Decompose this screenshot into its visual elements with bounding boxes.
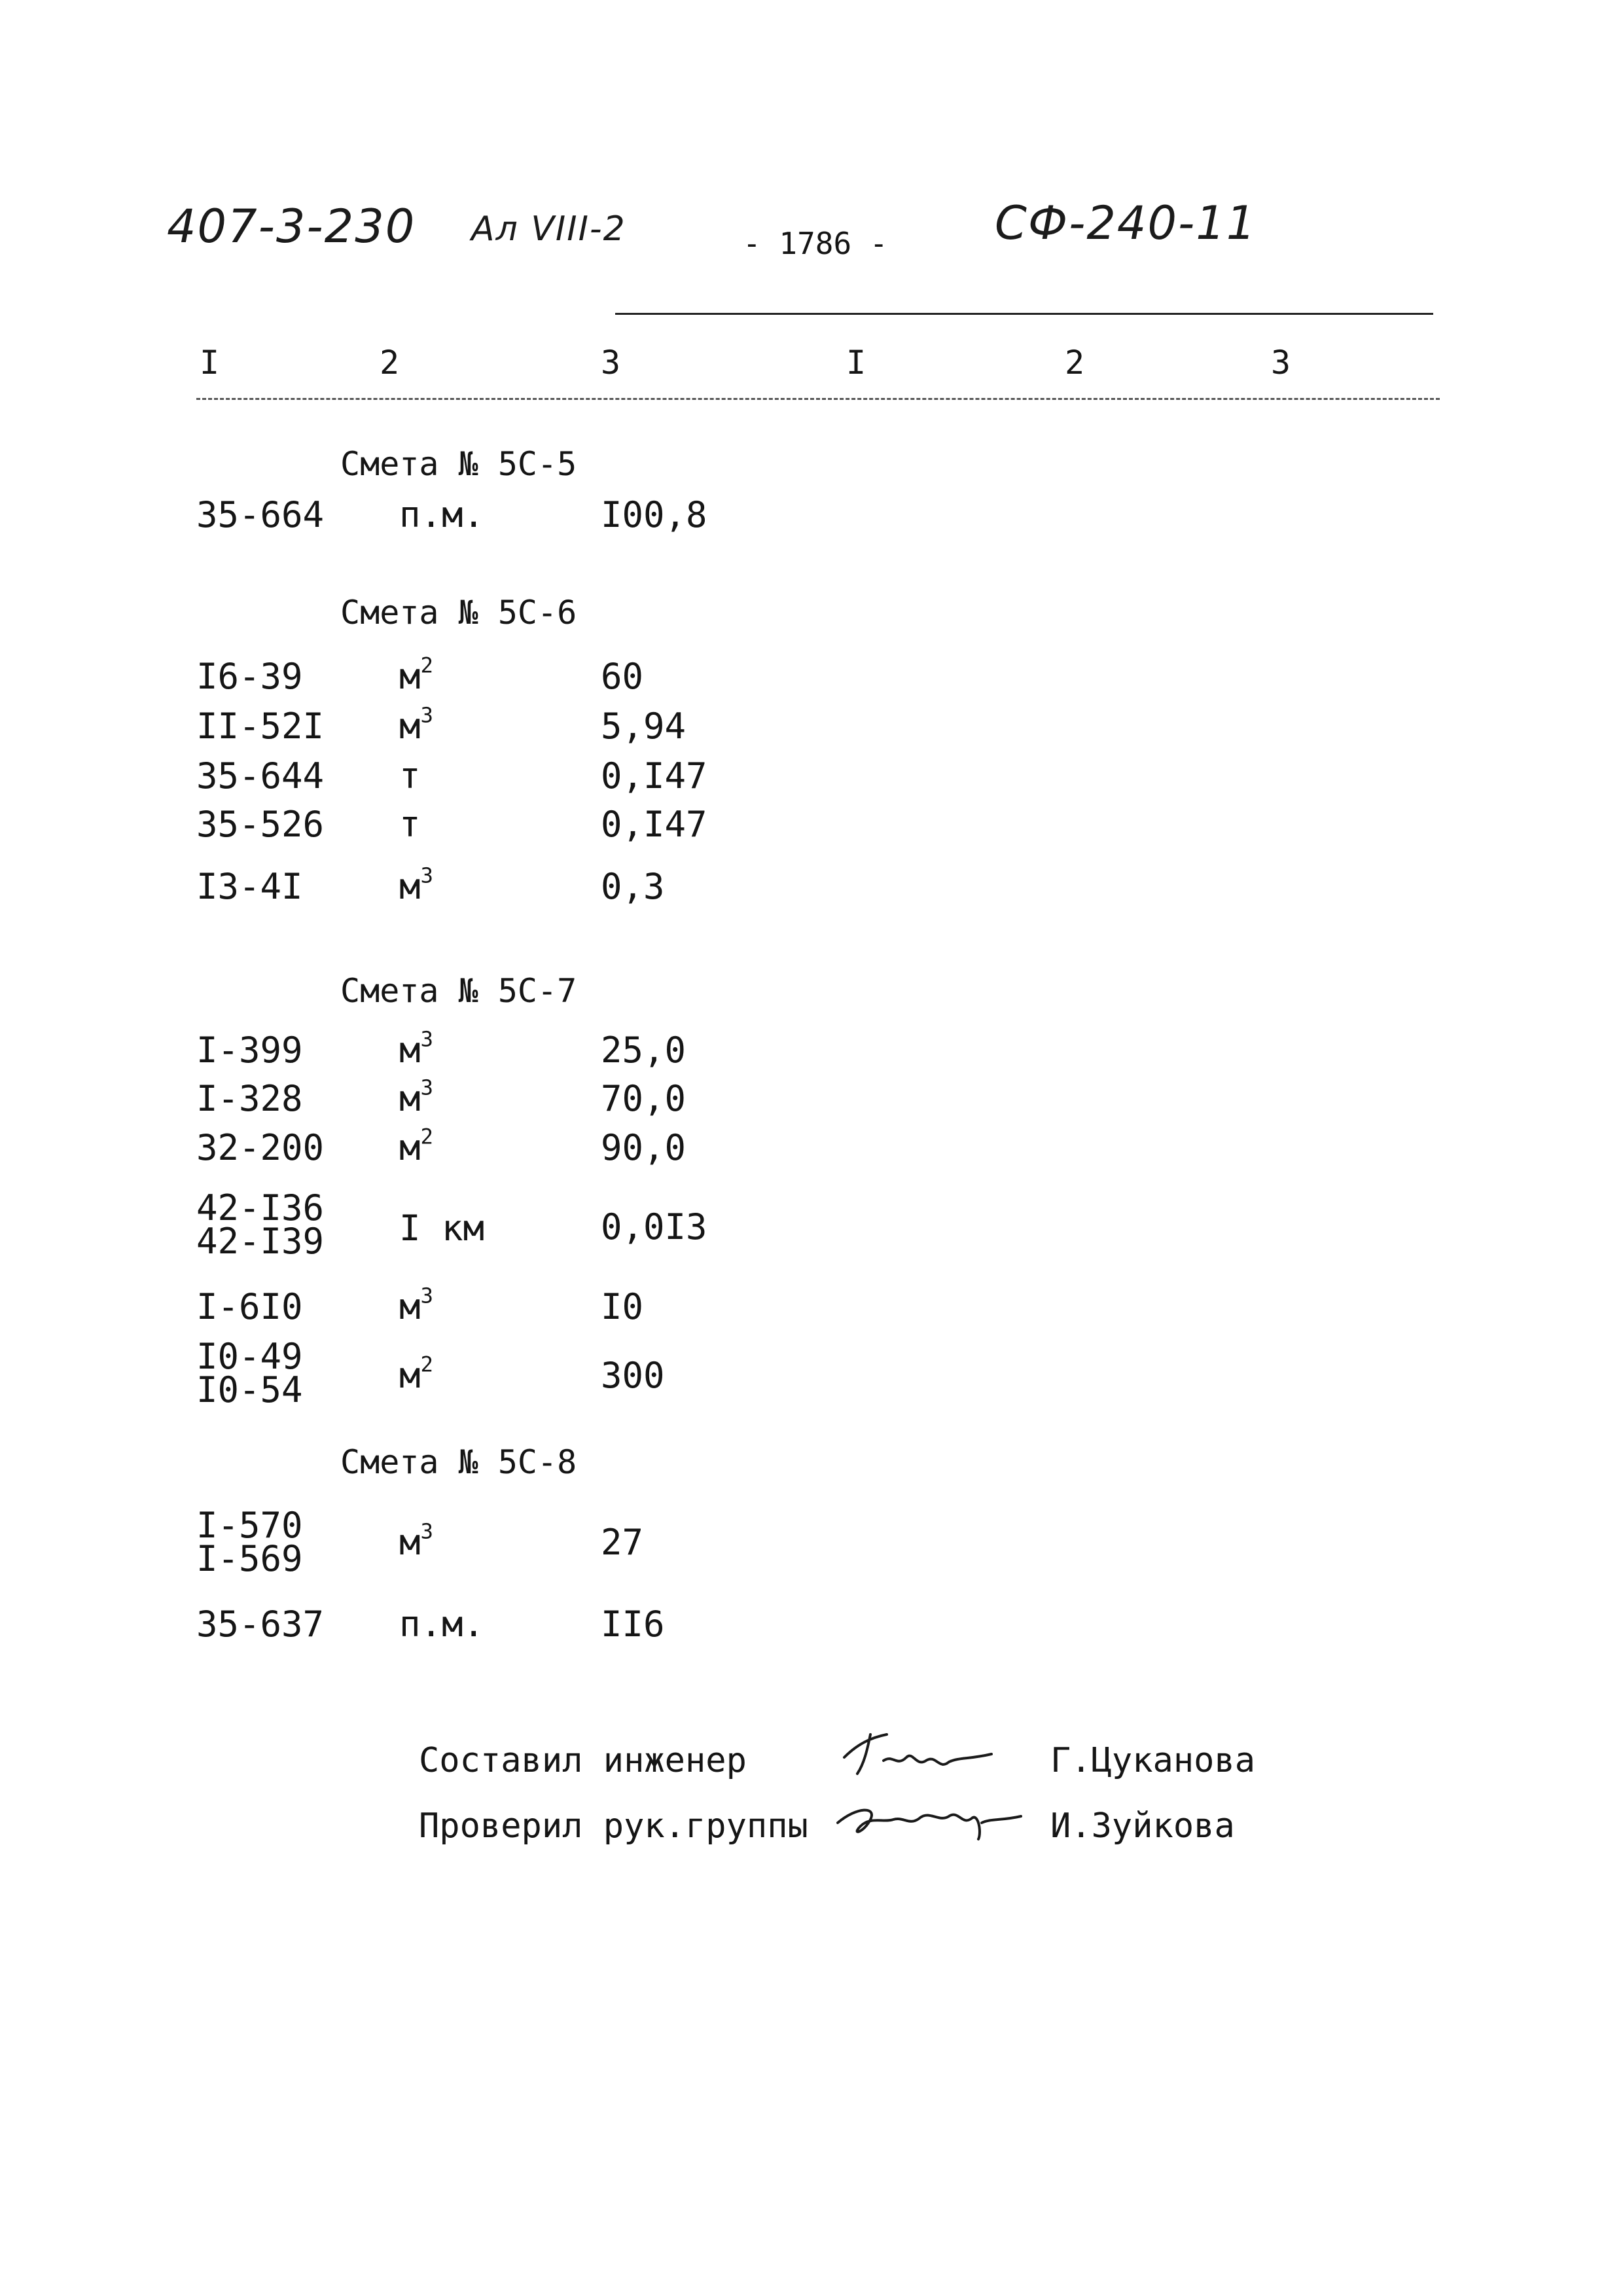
- row-value: 0,I47: [601, 755, 707, 797]
- row-code: 35-644: [196, 755, 325, 797]
- row-code-line: I-570: [196, 1505, 303, 1546]
- row-code-line: 42-I36: [196, 1187, 325, 1229]
- row-code: I-6I0: [196, 1286, 303, 1327]
- row-code: I3-4I: [196, 866, 303, 907]
- row-value: 5,94: [601, 706, 687, 747]
- row-code-line: I0-49: [196, 1336, 303, 1377]
- signature-name: Г.Цуканова: [1050, 1741, 1256, 1780]
- section-title: Смета № 5С-6: [340, 594, 577, 632]
- row-code: [196, 1187, 325, 1263]
- signature-role: Составил инженер: [419, 1741, 747, 1780]
- column-header: 2: [1065, 344, 1085, 382]
- row-unit: п.м.: [399, 1604, 485, 1645]
- row-code: I-399: [196, 1030, 303, 1071]
- album-code: Ал VIII-2: [471, 209, 626, 249]
- row-unit: $м^2$: [399, 653, 434, 697]
- row-code-line: I-569: [196, 1538, 303, 1580]
- row-unit: $м^3$: [399, 1075, 434, 1119]
- row-code: 32-200: [196, 1127, 325, 1168]
- row-code: [196, 1505, 303, 1580]
- row-code: 35-637: [196, 1604, 325, 1645]
- column-header: 2: [380, 344, 400, 382]
- row-unit: п.м.: [399, 494, 485, 535]
- section-title: Смета № 5С-7: [340, 972, 577, 1010]
- row-value: 70,0: [601, 1078, 687, 1119]
- row-value: 27: [601, 1522, 644, 1563]
- column-header: 3: [601, 344, 621, 382]
- row-value: I00,8: [601, 494, 707, 535]
- row-value: I0: [601, 1286, 644, 1327]
- signature-mark: [831, 1787, 1027, 1852]
- row-code-line: 42-I39: [196, 1221, 325, 1263]
- row-unit: т: [399, 755, 421, 797]
- document-code: 407-3-230: [167, 200, 416, 253]
- row-unit: $м^3$: [399, 863, 434, 907]
- page-number: - 1786 -: [743, 226, 888, 261]
- header-top-rule: [615, 313, 1433, 315]
- column-header: I: [200, 344, 220, 382]
- row-unit: $м^3$: [399, 1283, 434, 1327]
- section-title: Смета № 5С-5: [340, 445, 577, 483]
- row-code: I-328: [196, 1078, 303, 1119]
- row-unit: $м^3$: [399, 1026, 434, 1071]
- row-unit: I км: [399, 1208, 485, 1249]
- signature-name: И.Зуйкова: [1050, 1806, 1235, 1846]
- row-unit: $м^2$: [399, 1352, 434, 1396]
- signature-role: Проверил рук.группы: [419, 1806, 808, 1846]
- row-unit: $м^3$: [399, 1518, 434, 1563]
- row-value: 0,I47: [601, 804, 707, 845]
- row-unit: $м^3$: [399, 702, 434, 747]
- row-value: 0,0I3: [601, 1206, 707, 1247]
- row-value: 25,0: [601, 1030, 687, 1071]
- row-value: 90,0: [601, 1127, 687, 1168]
- section-title: Смета № 5С-8: [340, 1443, 577, 1481]
- row-unit: т: [399, 804, 421, 845]
- row-unit: $м^2$: [399, 1124, 434, 1168]
- row-code: 35-526: [196, 804, 325, 845]
- row-value: 300: [601, 1355, 665, 1396]
- signature-mark: [831, 1721, 1008, 1787]
- row-value: II6: [601, 1604, 665, 1645]
- row-code: [196, 1336, 303, 1411]
- column-header: 3: [1271, 344, 1291, 382]
- sheet-code: СФ-240-11: [995, 196, 1257, 250]
- row-code: II-52I: [196, 706, 325, 747]
- row-code-line: I0-54: [196, 1369, 303, 1411]
- row-value: 0,3: [601, 866, 665, 907]
- header-bottom-rule: [196, 398, 1440, 400]
- row-code: I6-39: [196, 656, 303, 697]
- column-header: I: [846, 344, 866, 382]
- row-code: 35-664: [196, 494, 325, 535]
- row-value: 60: [601, 656, 644, 697]
